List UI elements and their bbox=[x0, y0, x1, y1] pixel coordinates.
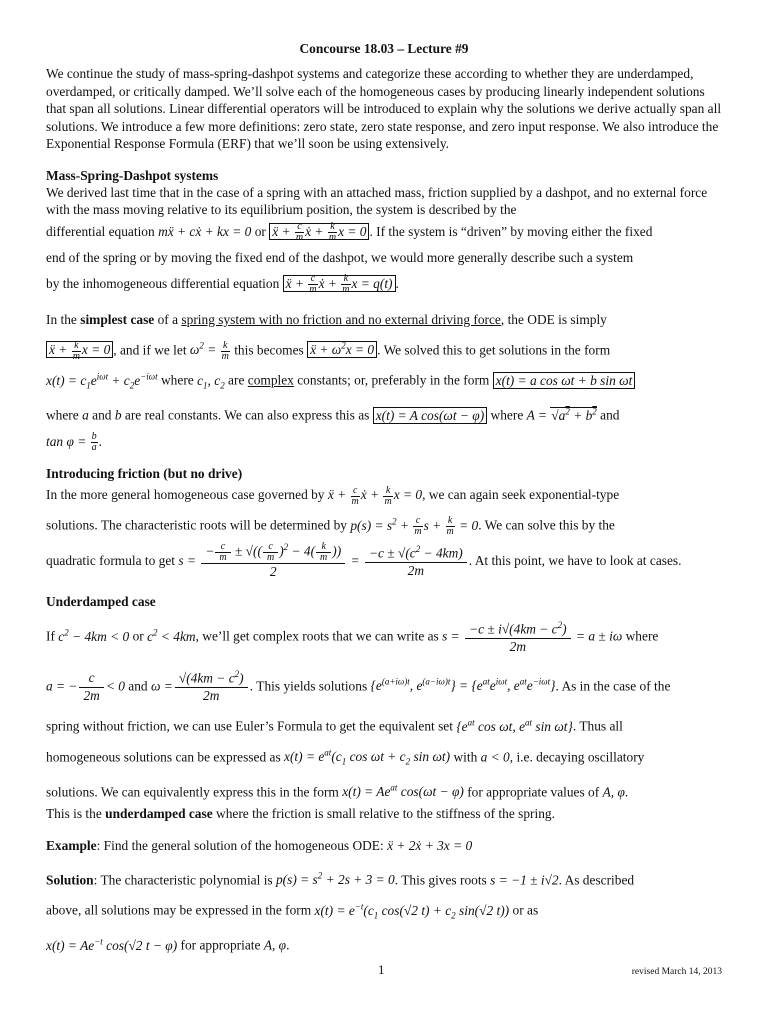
msd-eq-line: differential equation mẍ + cẋ + kx = 0 or ẍ + $\frac{c}{m}$ ẋ + $\frac{k}{m}$ x = 0 . If the system is “driven” by moving either the fixed bbox=[46, 221, 653, 244]
revision-date: revised March 14, 2013 bbox=[631, 967, 722, 977]
section-heading-friction: Introducing friction (but no drive) bbox=[46, 465, 243, 481]
msd-paragraph: We derived last time that in the case of a spring with an attached mass, friction supplied by a dashpot, and no external force with the mass moving relative to its equilibrium position, the system is described by the bbox=[46, 184, 708, 218]
page-footer bbox=[0, 962, 768, 982]
real-form-box: x(t) = a cos ωt + b sin ωt bbox=[493, 372, 636, 389]
omega-ode-box: ẍ + $\omega^2x = 0$ bbox=[307, 341, 377, 358]
document-page: Concourse 18.03 – Lecture #9 We continue the study of mass-spring-dashpot systems and categorize these according to whether they are underdamped, overdamped, or critically damped. We’ll solve each of the homogeneous cases by producing linearly independent solutions that span all solutions. Linear differential operators will be introduced to explain why the solutions we derive actually span all solutions. We introduce a few more definitions: zero state, zero state response, and zero input response. We also introduce the Exponential Response Formula (ERF) that we’ll soon be using extensively. Mass-Spring-Dashpot systems We derived last time that in the case of a spring with an attached mass, friction supplied by a dashpot, and no external force with the mass moving relative to its equilibrium position, the system is described by the differential equation mẍ + cẋ + kx = 0 or ẍ + $\frac{c}{m}$ ẋ + $\frac{k}{m}$ x = 0 . If the system is “driven” by moving either the fixed end of the spring or by moving the fixed end of the dashpot, we would more generally describe such a system by the inhomogeneous differential equation ẍ + $\frac{c}{m}$ ẋ + $\frac{k}{m}$ x = q(t) . In the simplest case of a spring system with no friction and no external driving force, the ODE is simply ẍ + $\frac{k}{m}$ x = 0 , and if we let $\omega^2$ = $\frac{k}{m}$ this becomes ẍ + $\omega^2x = 0$ . We solved this to get solutions in the form $x(t) = c_1e^{i\omega t} + c_2e^{-i\omega t}$ where $c_1$, $c_2$ are complex constants; or, preferably in the form x(t) = a cos ωt + b sin ωt where a and b are real constants. We can also express this as x(t) = A cos(ωt − φ) where $A = √a^2 + b^2$ and tan φ = $\frac{b}{a}$ . Introducing friction (but no drive) In the more general homogeneous case governed by ẍ + $\frac{c}{m}$ ẋ + $\frac{k}{m}$ x = 0, we can again seek exponential-type solutions. The characteristic roots will be determined by $p(s) = s^2$ + $\frac{c}{m}$ s + $\frac{k}{m}$ = 0. We can solve this by the quadratic formula to get s = − $\frac{c}{m}$ ± √(( $\frac{c}{m}$ )$^2$ − 4( $\frac{k}{m}$ )) 2 = $\frac{-c \pm √(c^2 - 4km)}{2m}$ . At this point, we have to look at cases. Underdamped case If $c^2 - 4km < 0$ or $c^2 < 4km$, we’ll get complex roots that we can write as s = $\frac{-c \pm i√(4km - c^2)}{2m}$ = a ± iω where a = − $\frac{c}{2m}$ < 0 and ω = $\frac{√(4km - c^2)}{2m}$ . This yields solutions {$e^{(a+i\omega)t}$, $e^{(a-i\omega)t}\} = \{e^{at}e^{i\omega t}$, $e^{at}e^{-i\omega t}$}. As in the case of the spring without friction, we can use Euler’s Formula to get the equivalent set {$e^{at}$ cos ωt, $e^{at}$ sin ωt}. Thus all homogeneous solutions can be expressed as $x(t) = e^{at}(c_1$ $\cos \omega t + c_2$ sin ωt) with a < 0, i.e. decaying oscillatory solutions. We can equivalently express this in the form $x(t) = Ae^{at}$ cos(ωt − φ) for appropriate values of A, φ. This is the underdamped case where the friction is small relative to the stiffness of the spring. Example: Find the general solution of the homogeneous ODE: ẍ + 2ẋ + 3x = 0 Solution: The characteristic polynomial is $p(s) = s^2 + 2s + 3 = 0$. This gives roots s = −1 ± i√2. As described above, all solutions may be expressed in the form $x(t) = e^{-t}(c_1$ cos(√2 $t) + c_2$ sin(√2 t)) or as $x(t) = Ae^{-t}$ cos(√2 t − φ) for appropriate A, φ. 1 revised March 14, 2013 bbox=[0, 0, 768, 1024]
simplest-case-line: In the simplest case of a spring system with no friction and no external driving force, the ODE is simply bbox=[46, 311, 607, 327]
section-heading-underdamped: Underdamped case bbox=[46, 593, 156, 609]
page-title: Concourse 18.03 – Lecture #9 bbox=[299, 41, 469, 56]
simple-ode-box: ẍ + $\frac{k}{m}$ x = 0 bbox=[46, 341, 113, 358]
section-heading-msd: Mass-Spring-Dashpot systems bbox=[46, 167, 219, 183]
normalized-equation-box: ẍ + $\frac{c}{m}$ ẋ + $\frac{k}{m}$ x = 0 bbox=[269, 223, 369, 240]
msd-equation: mẍ + cẋ + kx = 0 bbox=[158, 223, 252, 239]
amplitude-phase-box: x(t) = A cos(ωt − φ) bbox=[373, 407, 487, 424]
example-line: Example: Find the general solution of the homogeneous ODE: ẍ + 2ẋ + 3x = 0 bbox=[46, 837, 473, 853]
quadratic-formula-line: quadratic formula to get s = − $\frac{c}{m}$ ± √(( $\frac{c}{m}$ )$^2$ − 4( $\frac{k}{m}$ )) 2 = $\frac{-c \pm √(c^2 - 4km)}{2m}$ . At this point, we have to look at cases. bbox=[46, 541, 682, 580]
page-number: 1 bbox=[378, 962, 385, 977]
intro-paragraph: We continue the study of mass-spring-dashpot systems and categorize these according to whether they are underdamped, overdamped, or critically damped. We’ll solve each of the homogeneous cases by producing linearly independent solutions that span all solutions. Linear differential operators will be introduced to explain why the solutions we derive actually span all solutions. We introduce a few more definitions: zero state, zero state response, and zero input response. We also introduce the Exponential Response Formula (ERF) that we’ll soon be using extensively. bbox=[46, 66, 722, 152]
inhomogeneous-equation-box: ẍ + $\frac{c}{m}$ ẋ + $\frac{k}{m}$ x = q(t) bbox=[283, 275, 396, 292]
solution-line: Solution: The characteristic polynomial is $p(s) = s^2 + 2s + 3 = 0$. This gives roots s = −1 ± i√2. As described bbox=[46, 870, 635, 888]
